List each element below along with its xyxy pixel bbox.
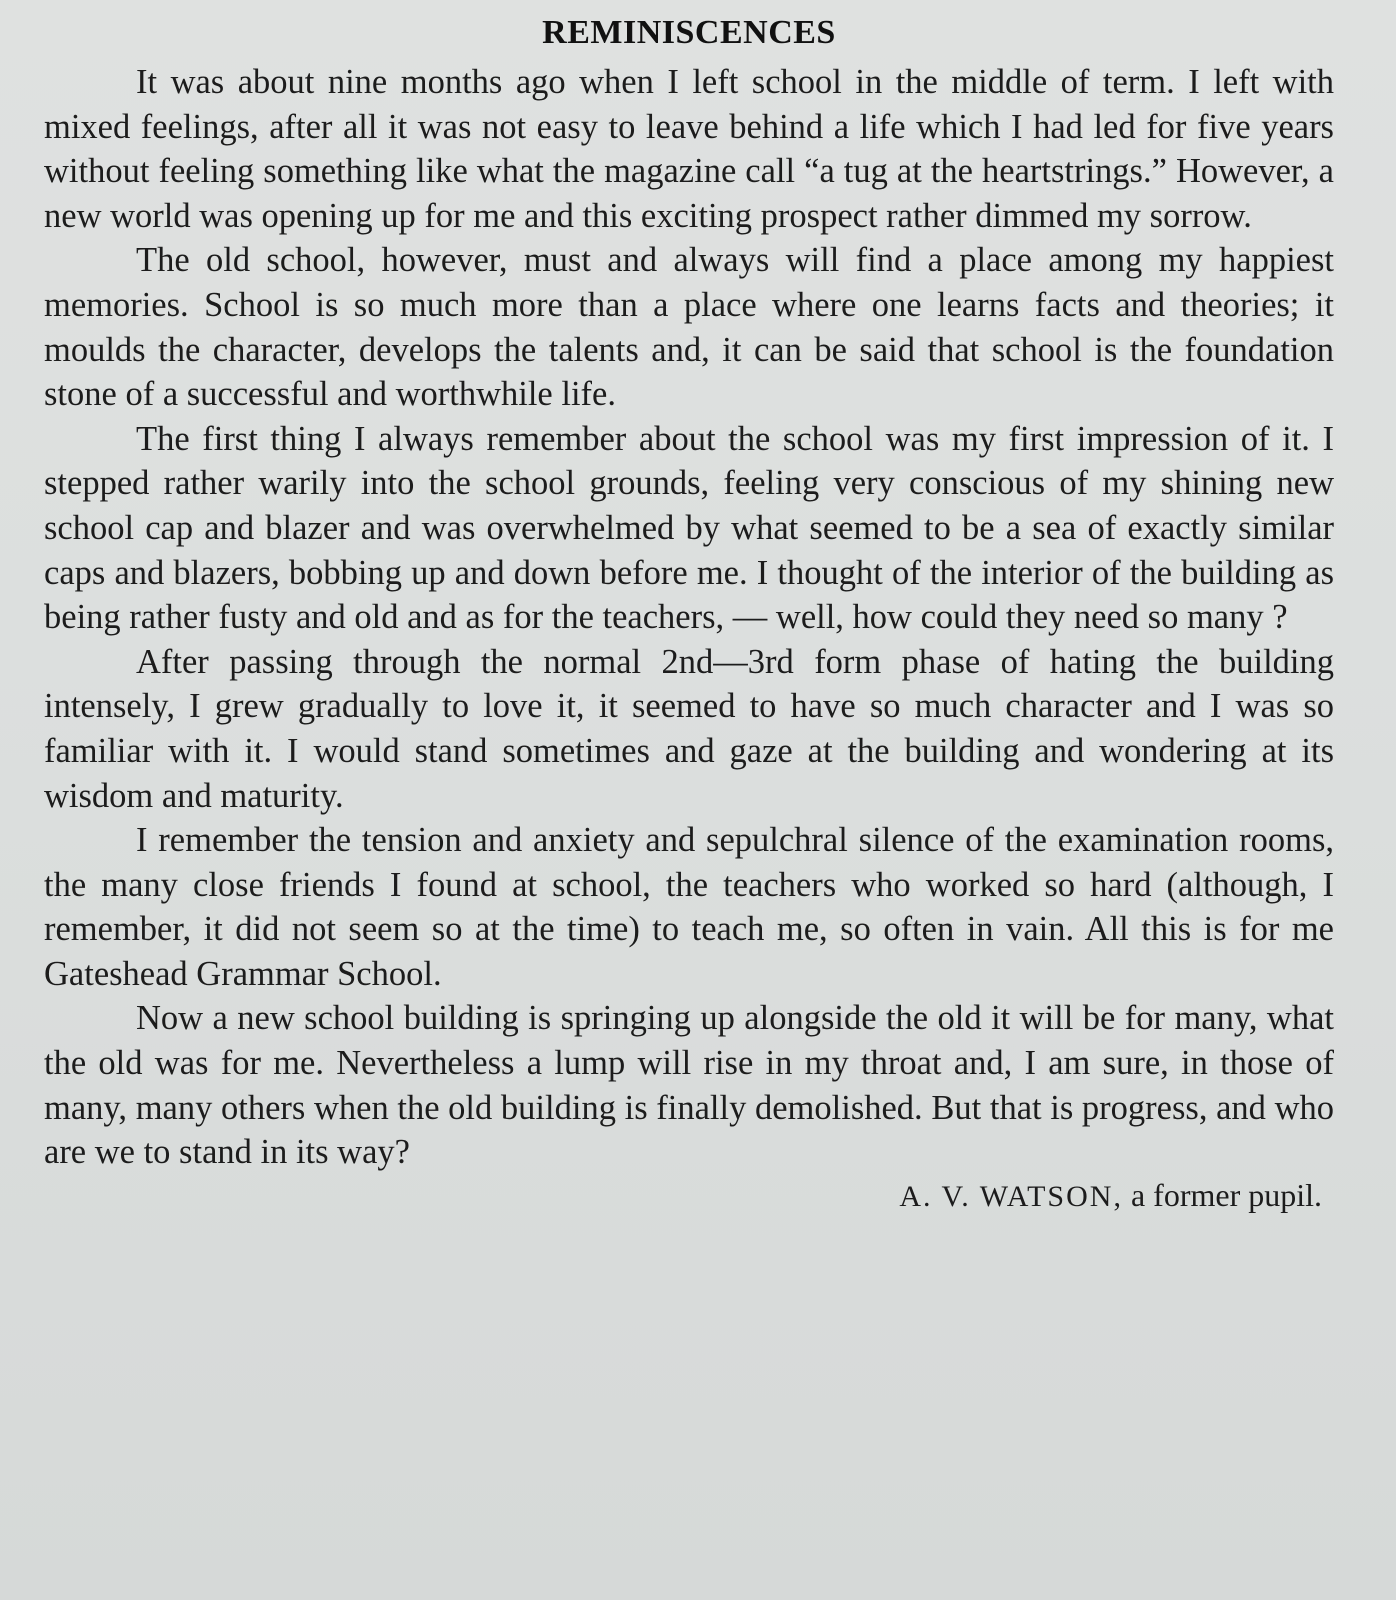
author-name: A. V. WATSON,: [899, 1179, 1123, 1213]
paragraph-6: Now a new school building is springing up alongside the old it will be for many, what the old was for me. Nevertheless a lump will rise in my throat and, I am sure, in those of many, many others when the old building is finally demolished. But that is progress, and who are we to stand in its way?: [44, 999, 1334, 1172]
signature: [44, 1177, 1334, 1214]
paragraph-5: I remember the tension and anxiety and sepulchral silence of the examination rooms, the many close friends I found at school, the teachers who worked so hard (although, I remember, it did not seem so at the time) to teach me, so often in vain. All this is for me Gateshead Grammar School.: [44, 821, 1334, 993]
article: [44, 10, 1334, 1214]
paragraph-4: After passing through the normal 2nd—3rd form phase of hating the building intensely, I grew gradually to love it, it seemed to have so much character and I was so familiar with it. I would stand sometimes and gaze at the building and wondering at its wisdom and maturity.: [44, 642, 1334, 815]
paragraph-2: The old school, however, must and always will find a place among my happiest memories. School is so much more than a place where one learns facts and theories; it moulds the character, develops the talents and, it can be said that school is the foundation stone of a successful and worthwhile life.: [44, 241, 1334, 414]
paragraph-1: It was about nine months ago when I left school in the middle of term. I left with mixed feelings, after all it was not easy to leave behind a life which I had led for five years without feeling something like what the magazine call “a tug at the heartstrings.” However, a new world was opening up for me and this exciting prospect rather dimmed my sorrow.: [44, 63, 1334, 235]
author-note: a former pupil.: [1130, 1176, 1322, 1213]
paragraph-3: The first thing I always remember about the school was my first impression of it. I stepped rather warily into the school grounds, feeling very conscious of my shining new school cap and blazer and was overwhelmed by what seemed to be a sea of exactly similar caps and blazers, bobbing up and down before me. I thought of the interior of the building as being rather fusty and old and as for the teachers, — well, how could they need so many ?: [44, 419, 1334, 637]
article-title: REMINISCENCES: [542, 14, 836, 51]
